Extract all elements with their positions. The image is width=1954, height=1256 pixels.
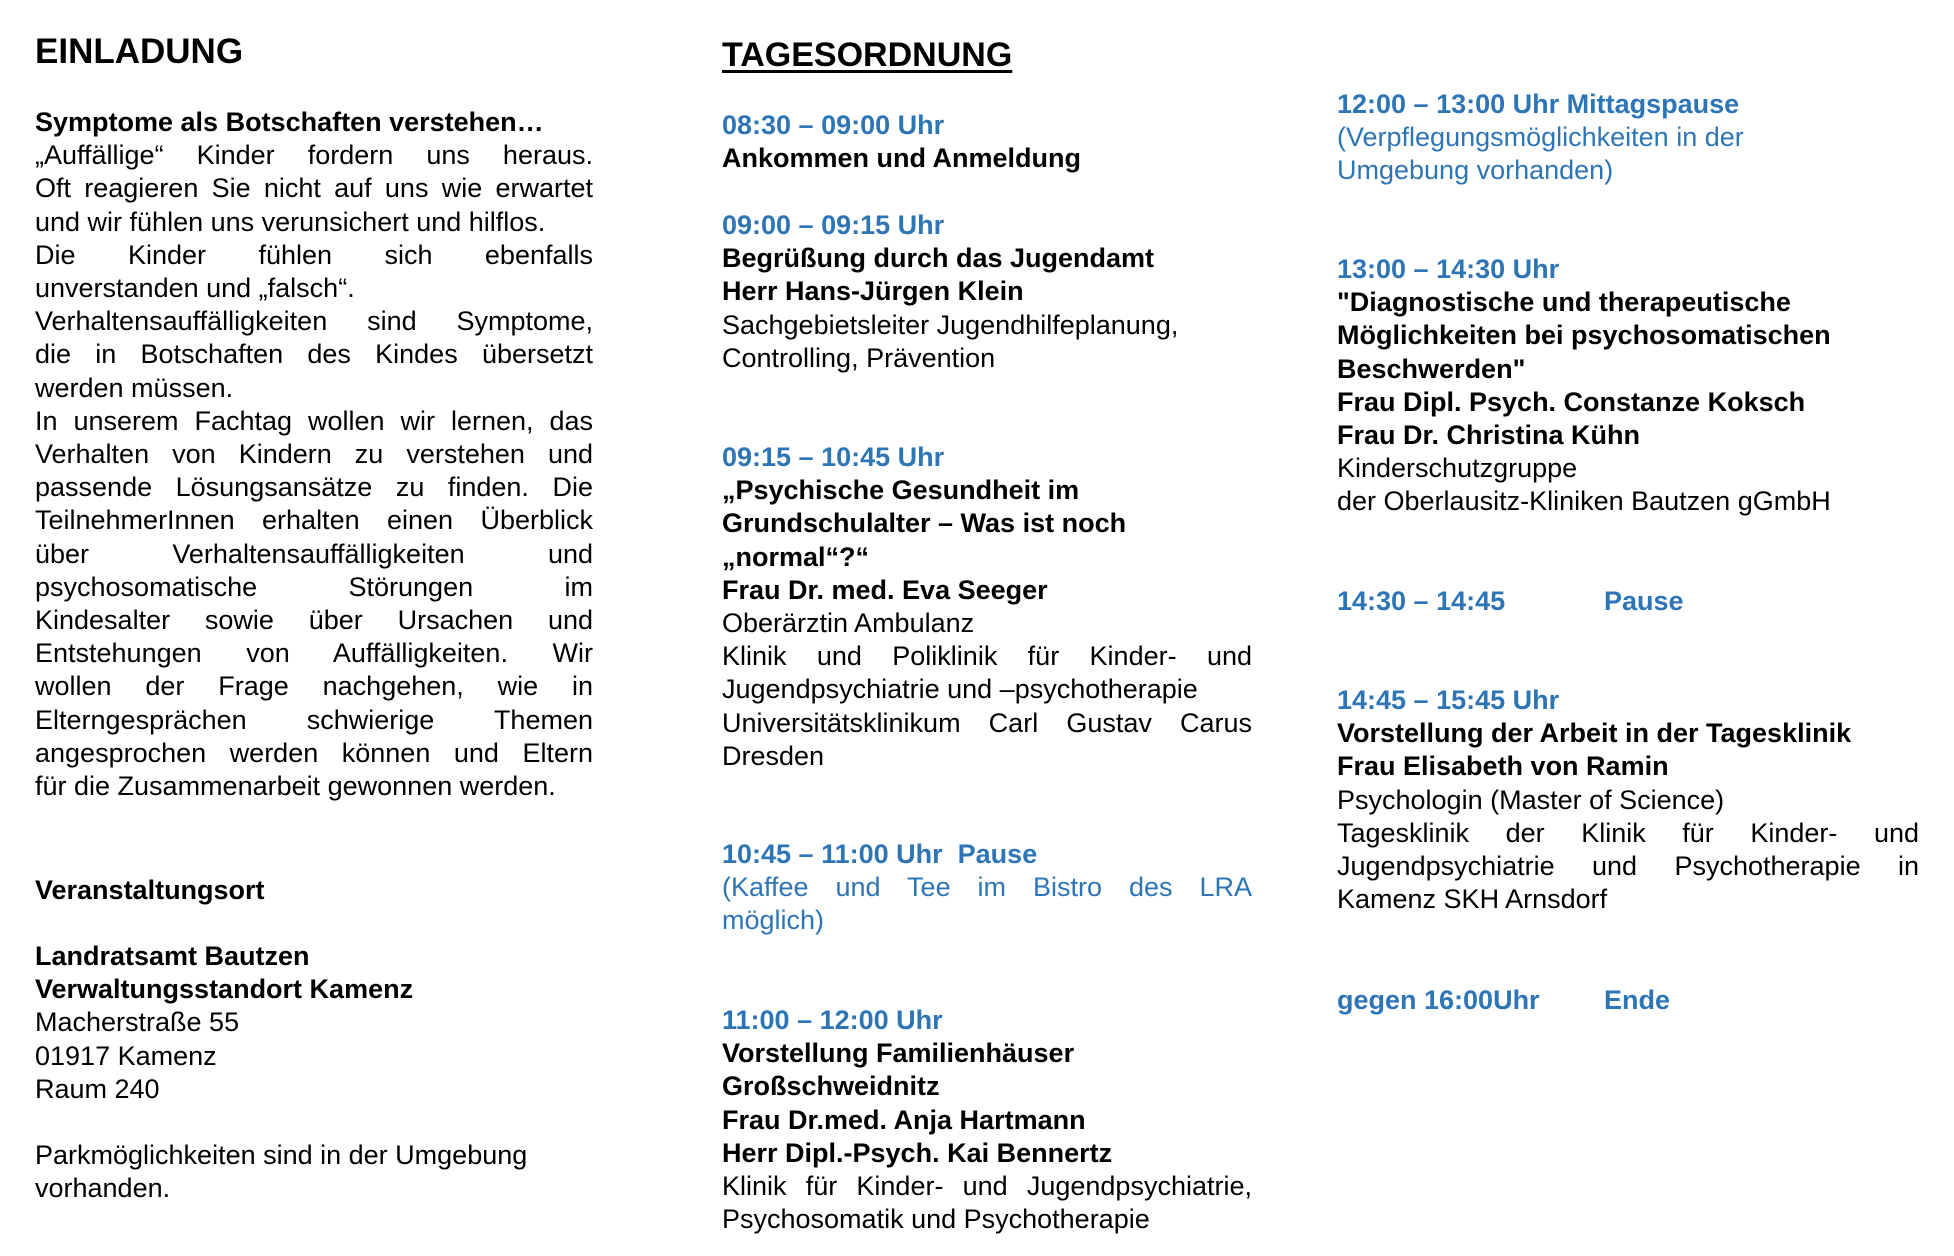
agenda-title-line: Möglichkeiten bei psychosomatischen [1337,320,1831,351]
intro-heading: Symptome als Botschaften verstehen… [35,107,544,137]
agenda-role: Universitätsklinikum Carl Gustav Carus [722,707,1252,738]
intro-line: für die Zusammenarbeit gewonnen werden. [35,771,556,802]
agenda-item-end [1337,984,1919,1017]
intro-line: unverstanden und „falsch“. [35,273,355,304]
agenda-speaker: Frau Dr. med. Eva Seeger [722,574,1048,605]
agenda-title-line: "Diagnostische und therapeutische [1337,287,1791,318]
venue-address [35,940,593,1106]
intro-line: Die Kinder fühlen sich ebenfalls [35,239,593,270]
break-label: Pause [957,839,1038,869]
agenda-speaker: Frau Elisabeth von Ramin [1337,751,1669,782]
agenda-role: Controlling, Prävention [722,342,996,373]
agenda-item [722,209,1252,375]
agenda-title: TAGESORDNUNG [722,36,1013,74]
agenda-role: Kinderschutzgruppe [1337,453,1578,484]
agenda-title-line: „normal“?“ [722,541,870,572]
venue-name: Landratsamt Bautzen [35,941,310,971]
venue-room: Raum 240 [35,1073,160,1104]
agenda-role: der Oberlausitz-Kliniken Bautzen gGmbH [1337,486,1831,517]
agenda-item-lunch [1337,88,1919,188]
intro-line: passende Lösungsansätze zu finden. Die [35,472,593,503]
agenda-title-line: „Psychische Gesundheit im [722,475,1080,506]
intro-line: Oft reagieren Sie nicht auf uns wie erwartet [35,173,593,204]
agenda-title-line: Grundschulalter – Was ist noch [722,508,1127,539]
intro-line: wollen der Frage nachgehen, wie in [35,671,593,702]
agenda-time: 09:00 – 09:15 Uhr [722,210,945,240]
agenda-role: Jugendpsychiatrie und –psychotherapie [722,674,1198,705]
agenda-speaker: Frau Dipl. Psych. Constanze Koksch [1337,386,1806,417]
agenda-title-line: Vorstellung der Arbeit in der Tagesklinik [1337,718,1852,749]
agenda-time: 11:00 – 12:00 Uhr [722,1005,943,1035]
agenda-item-break [722,838,1252,938]
intro-line: Kindesalter sowie über Ursachen und [35,605,593,636]
intro-line: angesprochen werden können und Eltern [35,737,593,768]
agenda-item-break [1337,585,1919,618]
agenda-time: 13:00 – 14:30 Uhr [1337,254,1560,284]
venue-street: Macherstraße 55 [35,1007,240,1038]
agenda-role: Klinik und Poliklinik für Kinder- und [722,641,1252,672]
break-label: Pause [1604,586,1684,616]
intro-line: über Verhaltensauffälligkeiten und [35,538,593,569]
intro-line: werden müssen. [35,372,234,403]
intro-line: und wir fühlen uns verunsichert und hilflos. [35,206,546,237]
break-note: (Kaffee und Tee im Bistro des LRA [722,872,1252,903]
agenda-item [1337,684,1919,916]
intro-line: In unserem Fachtag wollen wir lernen, das [35,405,593,436]
agenda-title-line: Begrüßung durch das Jugendamt [722,243,1155,274]
lunch-note: (Verpflegungsmöglichkeiten in der [1337,122,1744,153]
agenda-time: 09:15 – 10:45 Uhr [722,442,945,472]
intro-line: Verhalten von Kindern zu verstehen und [35,439,593,470]
agenda-speaker: Herr Hans-Jürgen Klein [722,276,1024,307]
intro-line: TeilnehmerInnen erhalten einen Überblick [35,505,593,536]
agenda-role: Psychologin (Master of Science) [1337,784,1725,815]
agenda-title-line: Großschweidnitz [722,1071,940,1102]
agenda-role: Jugendpsychiatrie und Psychotherapie in [1337,851,1919,882]
agenda-time: 08:30 – 09:00 Uhr [722,110,945,140]
agenda-time [722,838,1252,871]
end-label: Ende [1604,985,1671,1015]
agenda-role: Sachgebietsleiter Jugendhilfeplanung, [722,309,1179,340]
agenda-role: Klinik für Kinder- und Jugendpsychiatrie, [722,1171,1252,1202]
intro-paragraph [35,139,593,803]
agenda-item [1337,253,1919,519]
parking-note [35,1139,593,1205]
agenda-title-line: Vorstellung Familienhäuser [722,1038,1075,1069]
agenda-item [722,109,1252,175]
venue-heading: Veranstaltungsort [35,875,265,905]
invitation-title: EINLADUNG [35,32,244,71]
agenda-role: Psychosomatik und Psychotherapie [722,1204,1150,1235]
agenda-role: Tagesklinik der Klinik für Kinder- und [1337,817,1919,848]
agenda-title-line: Beschwerden" [1337,353,1526,384]
intro-line: Entstehungen von Auffälligkeiten. Wir [35,638,593,669]
break-time: 10:45 – 11:00 Uhr [722,839,943,869]
agenda-title-line: Ankommen und Anmeldung [722,143,1081,174]
agenda-time [1337,585,1919,618]
venue-location: Verwaltungsstandort Kamenz [35,974,414,1005]
agenda-time [1337,984,1919,1017]
parking-line: vorhanden. [35,1173,171,1204]
break-note: möglich) [722,905,825,936]
agenda-item [722,441,1252,773]
agenda-time: 14:45 – 15:45 Uhr [1337,685,1560,715]
agenda-speaker: Frau Dr.med. Anja Hartmann [722,1104,1086,1135]
agenda-role: Kamenz SKH Arnsdorf [1337,884,1608,915]
intro-line: Elterngesprächen schwierige Themen [35,704,593,735]
lunch-note: Umgebung vorhanden) [1337,155,1614,186]
agenda-item [722,1004,1252,1236]
break-time: 14:30 – 14:45 [1337,586,1506,616]
agenda-speaker: Herr Dipl.-Psych. Kai Bennertz [722,1137,1113,1168]
agenda-role: Dresden [722,740,825,771]
intro-line: Verhaltensauffälligkeiten sind Symptome, [35,306,593,337]
agenda-role: Oberärztin Ambulanz [722,608,975,639]
end-time: gegen 16:00Uhr [1337,985,1540,1015]
parking-line: Parkmöglichkeiten sind in der Umgebung [35,1140,528,1170]
intro-line: psychosomatische Störungen im [35,571,593,602]
intro-line: „Auffällige“ Kinder fordern uns heraus. [35,140,593,171]
agenda-speaker: Frau Dr. Christina Kühn [1337,420,1641,451]
agenda-time: 12:00 – 13:00 Uhr Mittagspause [1337,89,1740,119]
intro-line: die in Botschaften des Kindes übersetzt [35,339,593,370]
venue-city: 01917 Kamenz [35,1040,217,1071]
invitation-text [35,106,593,803]
